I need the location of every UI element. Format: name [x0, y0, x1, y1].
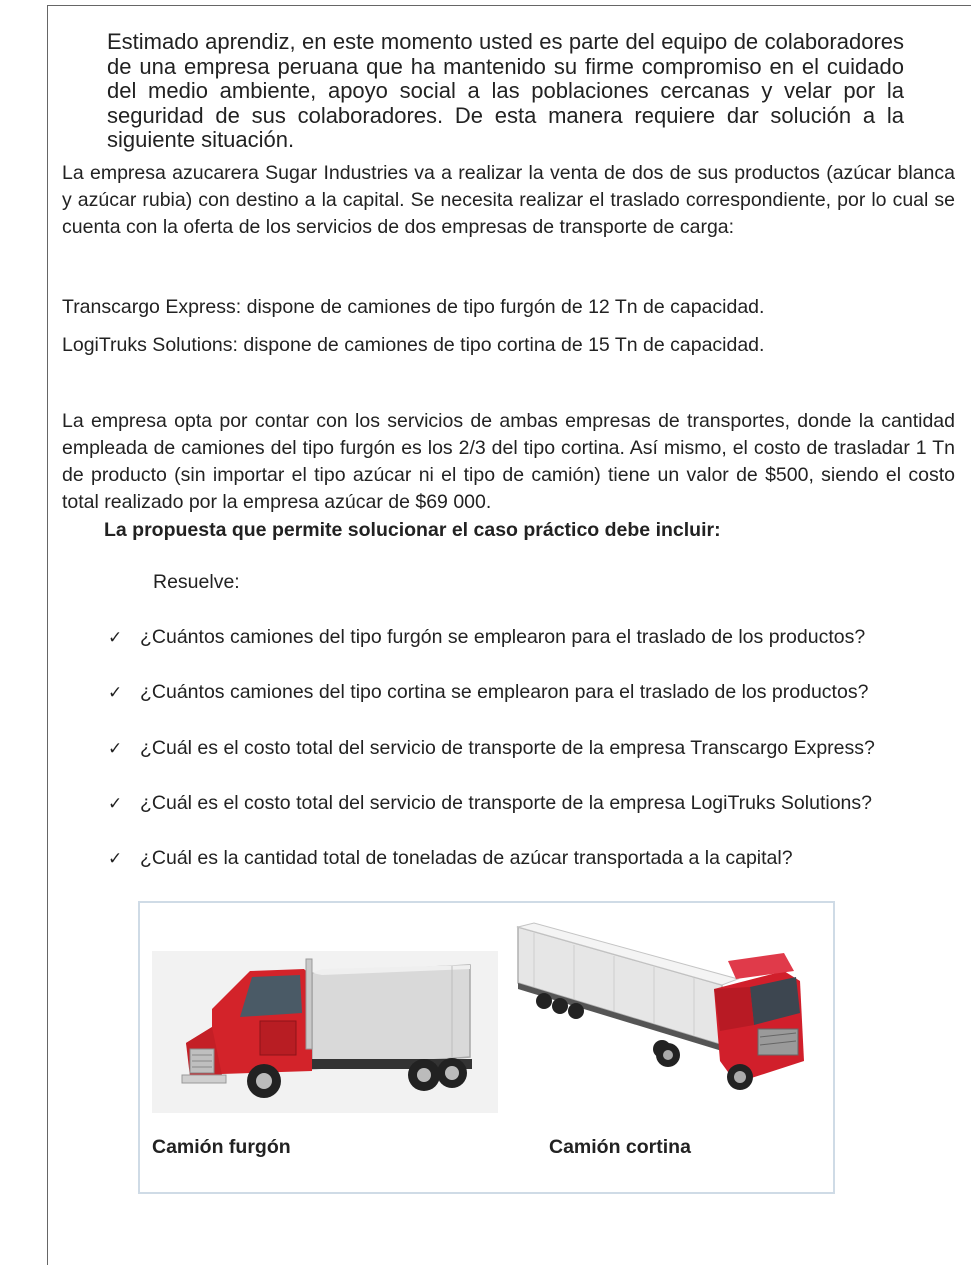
truck-images-box	[138, 901, 835, 1194]
question-item	[108, 626, 865, 649]
question-text: ¿Cuántos camiones del tipo cortina se emplearon para el traslado de los productos?	[140, 681, 869, 703]
question-text: ¿Cuál es la cantidad total de toneladas de azúcar transportada a la capital?	[140, 847, 793, 869]
check-icon: ✓	[108, 683, 123, 703]
check-icon: ✓	[108, 794, 123, 814]
check-icon: ✓	[108, 628, 123, 648]
check-icon: ✓	[108, 739, 123, 759]
question-item	[108, 792, 872, 815]
provider-logitruks: LogiTruks Solutions: dispone de camiones de tipo cortina de 15 Tn de capacidad.	[62, 334, 765, 356]
question-item	[108, 847, 793, 870]
question-item	[108, 681, 868, 704]
check-icon: ✓	[108, 849, 123, 869]
question-text: ¿Cuántos camiones del tipo furgón se emplearon para el traslado de los productos?	[140, 626, 866, 648]
resuelve-label: Resuelve:	[153, 571, 240, 593]
question-text: ¿Cuál es el costo total del servicio de transporte de la empresa Transcargo Express?	[140, 737, 875, 759]
proposal-heading: La propuesta que permite solucionar el caso práctico debe incluir:	[104, 519, 721, 541]
question-item	[108, 737, 875, 760]
caption-furgon: Camión furgón	[152, 1136, 291, 1158]
intro-paragraph: Estimado aprendiz, en este momento usted es parte del equipo de colaboradores de una empresa peruana que ha mantenido su firme compromiso en el cuidado del medio ambiente, apoyo social a las poblaciones cercanas y velar por la seguridad de sus colaboradores. De esta manera requiere dar solución a la siguiente situación.	[107, 29, 904, 152]
curtain-truck-image	[514, 921, 814, 1101]
situation-paragraph: La empresa azucarera Sugar Industries va a realizar la venta de dos de sus productos (azúcar blanca y azúcar rubia) con destino a la capital. Se necesita realizar el traslado correspondiente, por lo cual se cuenta con la oferta de los servicios de dos empresas de transporte de carga:	[62, 162, 955, 238]
provider-transcargo: Transcargo Express: dispone de camiones de tipo furgón de 12 Tn de capacidad.	[62, 296, 765, 318]
conditions-paragraph: La empresa opta por contar con los servicios de ambas empresas de transportes, donde la cantidad empleada de camiones del tipo furgón es los 2/3 del tipo cortina. Así mismo, el costo de trasladar 1 Tn de producto (sin importar el tipo azúcar ni el tipo de camión) tiene un valor de $500, siendo el costo total realizado por la empresa azúcar de $69 000.	[62, 410, 955, 513]
van-truck-image	[152, 951, 498, 1113]
caption-cortina: Camión cortina	[549, 1136, 691, 1158]
question-text: ¿Cuál es el costo total del servicio de transporte de la empresa LogiTruks Solutions?	[140, 792, 872, 814]
